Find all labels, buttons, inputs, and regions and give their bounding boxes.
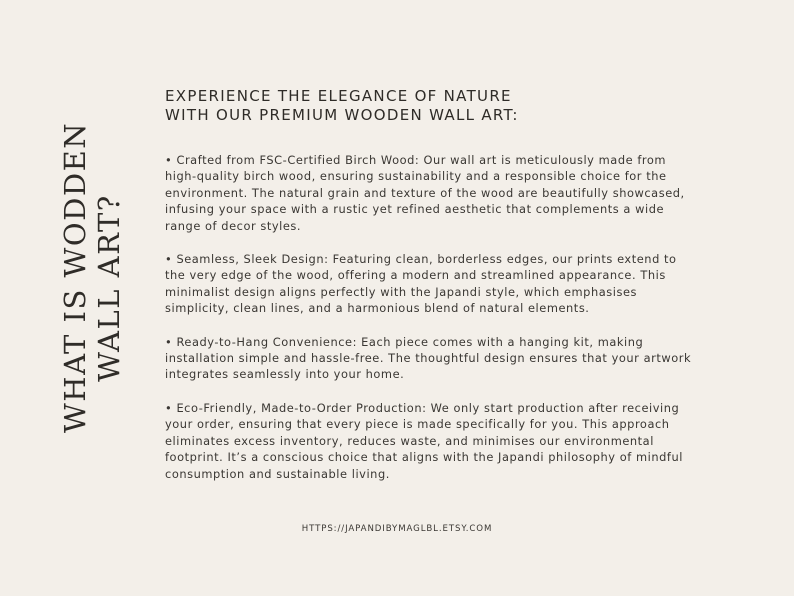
- heading-line-2: WITH OUR PREMIUM WOODEN WALL ART:: [165, 106, 519, 124]
- page-heading: [165, 87, 725, 125]
- side-title-line-1: WHAT IS WODDEN: [58, 121, 92, 433]
- feature-paragraph-ready-to-hang: • Ready-to-Hang Convenience: Each piece comes with a hanging kit, making installation simple and hassle-free. The thoughtful design ensures that your artwork integrates seamlessly into your home.: [165, 334, 692, 382]
- feature-paragraph-eco-friendly: • Eco-Friendly, Made-to-Order Production: We only start production after receiving your order, ensuring that every piece is made specifically for you. This approach eliminates excess inventory, reduces waste, and minimises our environmental footprint. It’s a conscious choice that aligns with the Japandi philosophy of mindful consumption and sustainable living.: [165, 400, 683, 481]
- feature-list: [165, 152, 695, 499]
- heading-line-1: EXPERIENCE THE ELEGANCE OF NATURE: [165, 87, 512, 105]
- side-title: [58, 121, 132, 433]
- feature-paragraph-birch-wood: • Crafted from FSC-Certified Birch Wood: Our wall art is meticulously made from high-quality birch wood, ensuring sustainability and a responsible choice for the environment. The natural grain and texture of the wood are beautifully showcased, infusing your space with a rustic yet refined aesthetic that complements a wide range of decor styles.: [165, 153, 685, 233]
- side-title-line-2: WALL ART?: [92, 194, 126, 382]
- shop-url-link[interactable]: HTTPS://JAPANDIBYMAGLBL.ETSY.COM: [301, 524, 493, 534]
- feature-paragraph-sleek-design: • Seamless, Sleek Design: Featuring clean, borderless edges, our prints extend to the very edge of the wood, offering a modern and streamlined appearance. This minimalist design aligns perfectly with the Japandi style, which emphasises simplicity, clean lines, and a harmonious blend of natural elements.: [165, 252, 677, 316]
